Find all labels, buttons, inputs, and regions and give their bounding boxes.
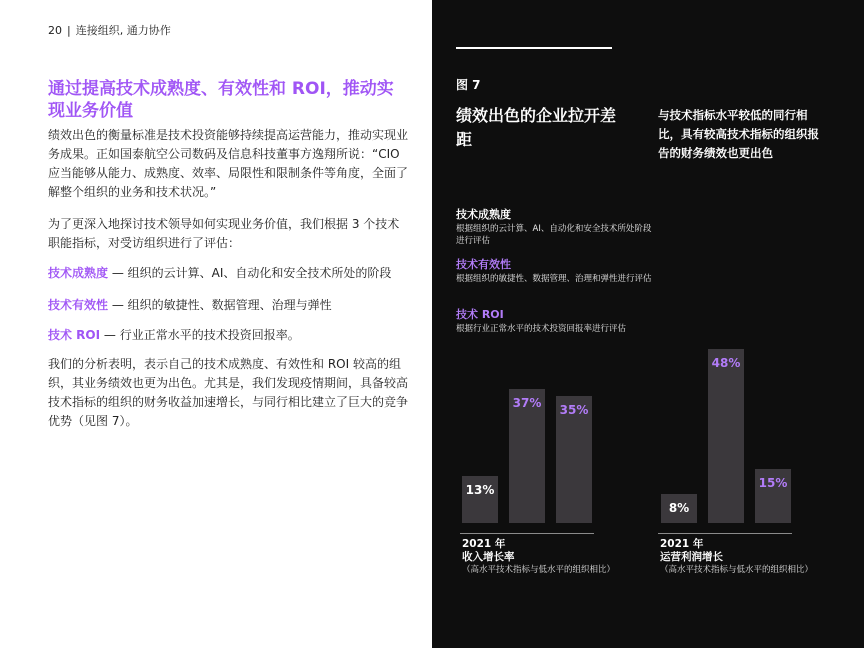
- chart-profit-label: [660, 538, 820, 576]
- metric-maturity: [48, 264, 410, 283]
- legend-maturity: [456, 208, 656, 247]
- metric-effectiveness-desc: — 组织的敏捷性、数据管理、治理与弹性: [108, 298, 332, 312]
- chart-revenue-year: 2021 年: [462, 538, 506, 550]
- metric-maturity-desc: — 组织的云计算、AI、自动化和安全技术所处的阶段: [108, 266, 392, 280]
- figure-subtitle: 与技术指标水平较低的同行相比，具有较高技术指标的组织报告的财务绩效也更出色: [658, 108, 819, 160]
- metric-effectiveness-name: 技术有效性: [48, 298, 109, 312]
- section-heading: 通过提高技术成熟度、有效性和 ROI，推动实现业务价值: [48, 79, 394, 121]
- chart-profit-value-3: 15%: [758, 475, 788, 490]
- metric-roi-name: 技术 ROI: [48, 328, 101, 342]
- paragraph-intro: 绩效出色的衡量标准是技术投资能够持续提高运营能力，推动实现业务成果。正如国泰航空公司数码及信息科技董事方逸翔所说：“CIO 应当能够从能力、成熟度、效率、局限性和限制条件等角度，全面了解整个组织的业务和技术状况。”: [48, 128, 409, 199]
- metric-roi-desc: — 行业正常水平的技术投资回报率。: [100, 328, 300, 342]
- chart-profit-bar-2: [708, 349, 744, 523]
- chart-revenue-value-2: 37%: [512, 395, 542, 410]
- legend-maturity-desc: 根据组织的云计算、AI、自动化和安全技术所处阶段进行评估: [456, 224, 652, 246]
- chart-revenue-label: [462, 538, 622, 576]
- chart-profit-baseline: [658, 533, 792, 534]
- page-header: [48, 22, 171, 38]
- legend-roi: [456, 308, 656, 335]
- legend-roi-desc: 根据行业正常水平的技术投资回报率进行评估: [456, 324, 627, 334]
- chart-revenue-baseline: [460, 533, 594, 534]
- chart-profit-note: （高水平技术指标与低水平的组织相比）: [660, 565, 814, 575]
- metric-maturity-name: 技术成熟度: [48, 266, 109, 280]
- legend-effectiveness: [456, 258, 656, 285]
- figure-panel: [432, 0, 864, 648]
- chart-revenue-note: （高水平技术指标与低水平的组织相比）: [462, 565, 616, 575]
- chart-profit-title: 运营利润增长: [660, 551, 723, 563]
- figure-label: 图 7: [456, 78, 481, 92]
- figure-title: 绩效出色的企业拉开差距: [456, 106, 617, 149]
- legend-maturity-title: 技术成熟度: [456, 208, 511, 221]
- legend-effectiveness-title: 技术有效性: [456, 258, 511, 271]
- chart-revenue-value-3: 35%: [559, 403, 589, 418]
- page-number: 20: [48, 24, 62, 37]
- chart-profit-value-2: 48%: [711, 356, 741, 370]
- paragraph-method: 为了更深入地探讨技术领导如何实现业务价值，我们根据 3 个技术职能指标，对受访组织进行了评估：: [48, 217, 400, 250]
- chart-revenue-title: 收入增长率: [462, 551, 515, 563]
- legend-effectiveness-desc: 根据组织的敏捷性、数据管理、治理和弹性进行评估: [456, 274, 652, 284]
- report-title: 连接组织, 通力协作: [75, 24, 171, 37]
- chart-profit-value-1: 8%: [668, 501, 690, 515]
- chart-revenue-value-1: 13%: [465, 482, 495, 497]
- metric-roi: [48, 326, 410, 345]
- metric-effectiveness: [48, 296, 410, 315]
- paragraph-findings: 我们的分析表明，表示自己的技术成熟度、有效性和 ROI 较高的组织，其业务绩效也更为出色。尤其是，我们发现疫情期间，具备较高技术指标的组织的财务收益加速增长，与同行相比建立了巨大的竞争优势（见图 7）。: [48, 357, 409, 428]
- header-separator: |: [67, 24, 71, 37]
- chart-profit-year: 2021 年: [660, 538, 704, 550]
- legend-roi-title: 技术 ROI: [456, 308, 504, 321]
- top-divider: [456, 47, 612, 49]
